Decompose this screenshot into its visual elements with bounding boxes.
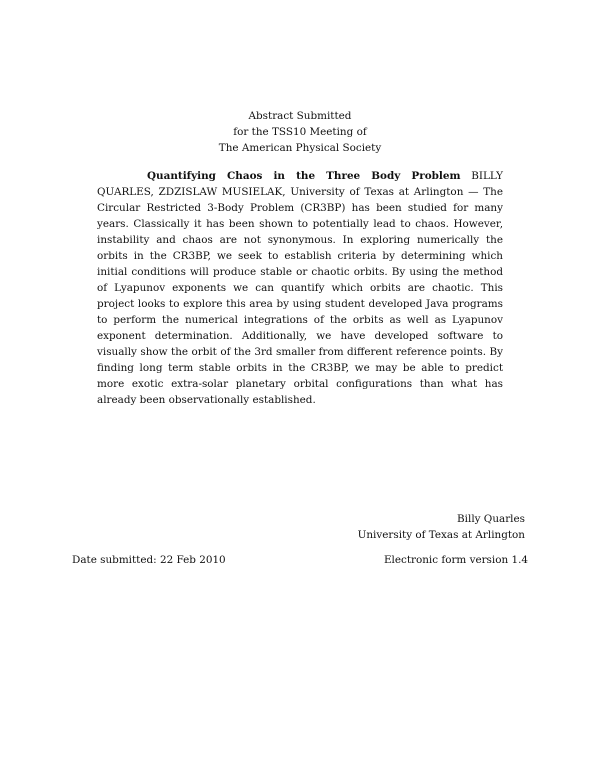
header-line-abstract-submitted: Abstract Submitted xyxy=(248,110,352,122)
submission-header xyxy=(0,108,600,156)
form-version: Electronic form version 1.4 xyxy=(383,554,528,566)
abstract-title: Quantifying Chaos in the Three Body Problem xyxy=(147,170,461,182)
date-submitted: Date submitted: 22 Feb 2010 xyxy=(72,554,226,566)
header-line-meeting: for the TSS10 Meeting of xyxy=(233,126,367,138)
abstract-body xyxy=(97,168,503,408)
signature-block xyxy=(358,511,525,543)
abstract-text: BILLY QUARLES, ZDZISLAW MUSIELAK, University of Texas at Arlington — The Circular Restricted 3-Body Problem (CR3BP) has been studied for many years. Classically it has been shown to potentially lead to chaos. However, instability and chaos are not synonymous. In exploring numerically the orbits in the CR3BP, we seek to establish criteria by determining which initial conditions will produce stable or chaotic orbits. By using the method of Lyapunov exponents we can quantify which orbits are chaotic. This project looks to explore this area by using student developed Java programs to perform the numerical integrations of the orbits as well as Lyapunov exponent determination. Additionally, we have developed software to visually show the orbit of the 3rd smaller from different reference points. By finding long term stable orbits in the CR3BP, we may be able to predict more exotic extra-solar planetary orbital configurations than what has already been observationally established. xyxy=(97,170,503,406)
author-name: Billy Quarles xyxy=(457,513,525,525)
header-line-society: The American Physical Society xyxy=(218,142,382,154)
author-affiliation: University of Texas at Arlington xyxy=(357,529,525,541)
